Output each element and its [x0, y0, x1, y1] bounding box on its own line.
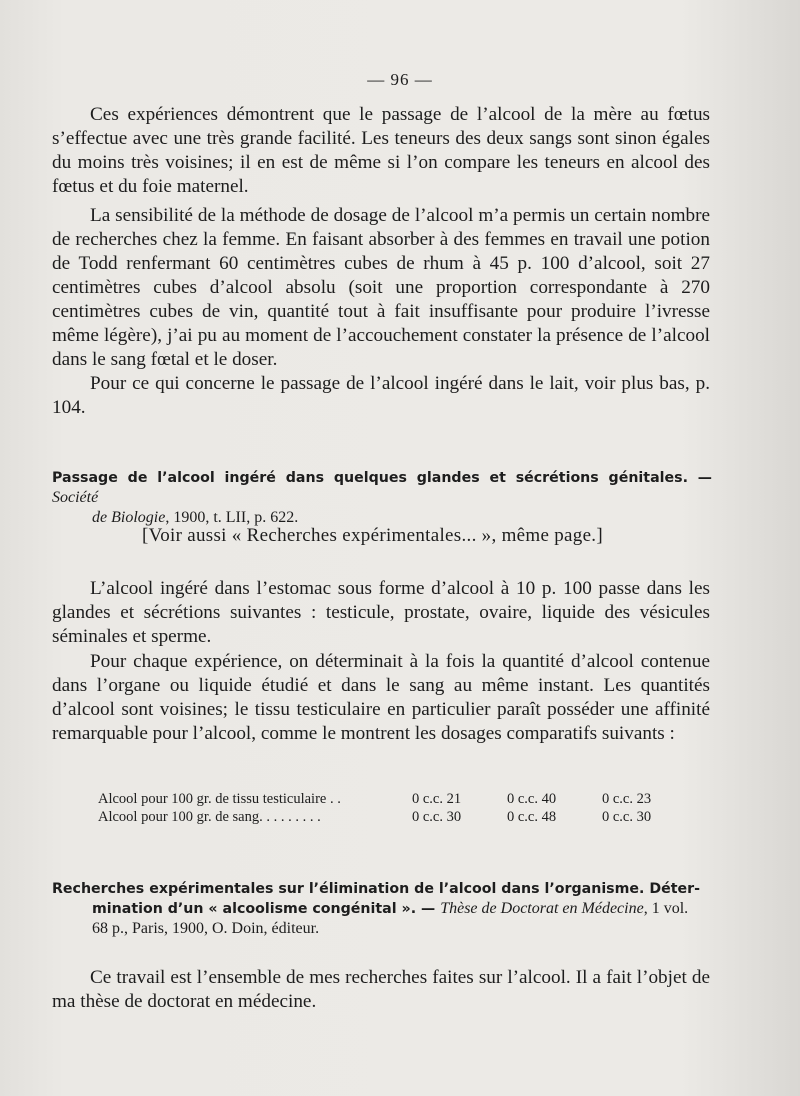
table-cell-value: 0 c.c. 23: [602, 791, 652, 807]
paragraph-these: [52, 966, 710, 1014]
table-cell-value: 0 c.c. 48: [507, 809, 557, 825]
table-row: [98, 790, 651, 808]
paragraph-methode-dosage: [52, 204, 710, 372]
heading-volume: , 1 vol.: [643, 900, 689, 917]
paragraph-text: L’alcool ingéré dans l’estomac sous forme d’alcool à 10 p. 100 passe dans les glandes et sécrétions suivantes : testicule, prostate, ovaire, liquide des vésicules séminales et sperme.: [52, 578, 710, 647]
heading-italic-societe: Société: [52, 489, 99, 506]
table-cell-value: 0 c.c. 40: [507, 791, 557, 807]
paragraph-text: Pour ce qui concerne le passage de l’alcool ingéré dans le lait, voir plus bas, p. 104.: [52, 373, 710, 418]
table-row: [98, 808, 651, 826]
heading-publisher: 68 p., Paris, 1900, O. Doin, éditeur.: [92, 920, 320, 937]
paragraph-passage-foetus: [52, 103, 710, 199]
dosages-table: [98, 790, 651, 826]
page-number: — 96 —: [367, 70, 433, 89]
heading-bold-line2: mination d’un « alcoolisme congénital ». —: [92, 901, 436, 917]
heading-italic-these: Thèse de Doctorat en Médecine: [440, 900, 644, 917]
heading-bold-text: Passage de l’alcool ingéré dans quelques glandes et sécrétions génitales. —: [52, 470, 712, 486]
heading-italic-biologie: de Biologie: [92, 509, 166, 526]
table-cell-value: 0 c.c. 30: [412, 809, 462, 825]
heading-recherches-experimentales: [52, 879, 712, 939]
heading-bold-line1: Recherches expérimentales sur l’élimination de l’alcool dans l’organisme. Déter-: [52, 881, 701, 897]
heading-citation: , 1900, t. LII, p. 622.: [165, 509, 299, 526]
paragraph-lait: [52, 372, 710, 420]
paragraph-text: Pour chaque expérience, on déterminait à la fois la quantité d’alcool contenue dans l’organe ou liquide étudié et dans le sang au même instant. Les quantités d’alcool sont voisines; le tissu testiculaire en particulier paraît posséder une affinité remarquable pour l’alcool, comme le montrent les dosages comparatifs suivants :: [52, 651, 710, 744]
table-cell-label: Alcool pour 100 gr. de sang. . . . . . . . .: [98, 809, 321, 825]
paragraph-experience: [52, 650, 710, 746]
paragraph-alcool-ingere: [52, 577, 710, 649]
voir-aussi-note: [Voir aussi « Recherches expérimentales... », même page.]: [142, 525, 603, 546]
paragraph-text: La sensibilité de la méthode de dosage de l’alcool m’a permis un certain nombre de recherches chez la femme. En faisant absorber à des femmes en travail une potion de Todd renfermant 60 centimètres cubes de rhum à 45 p. 100 d’alcool, soit 27 centimètres cubes d’alcool absolu (soit une proportion correspondante à 270 centimètres cubes de vin, quantité tout à fait insuffisante pour produire l’ivresse même légère), j’ai pu au moment de l’accouchement constater la présence de l’alcool dans le sang fœtal et le doser.: [52, 205, 710, 370]
table-cell-label: Alcool pour 100 gr. de tissu testiculaire . .: [98, 791, 341, 807]
paragraph-text: Ces expériences démontrent que le passage de l’alcool de la mère au fœtus s’effectue avec une très grande facilité. Les teneurs des deux sangs sont sinon égales du moins très voisines; il en est de même si l’on compare les teneurs en alcool des fœtus et du foie maternel.: [52, 104, 710, 197]
paragraph-text: Ce travail est l’ensemble de mes recherches faites sur l’alcool. Il a fait l’objet de ma thèse de doctorat en médecine.: [52, 967, 710, 1012]
table-cell-value: 0 c.c. 21: [412, 791, 462, 807]
heading-passage-glandes: [52, 468, 712, 528]
table-cell-value: 0 c.c. 30: [602, 809, 652, 825]
